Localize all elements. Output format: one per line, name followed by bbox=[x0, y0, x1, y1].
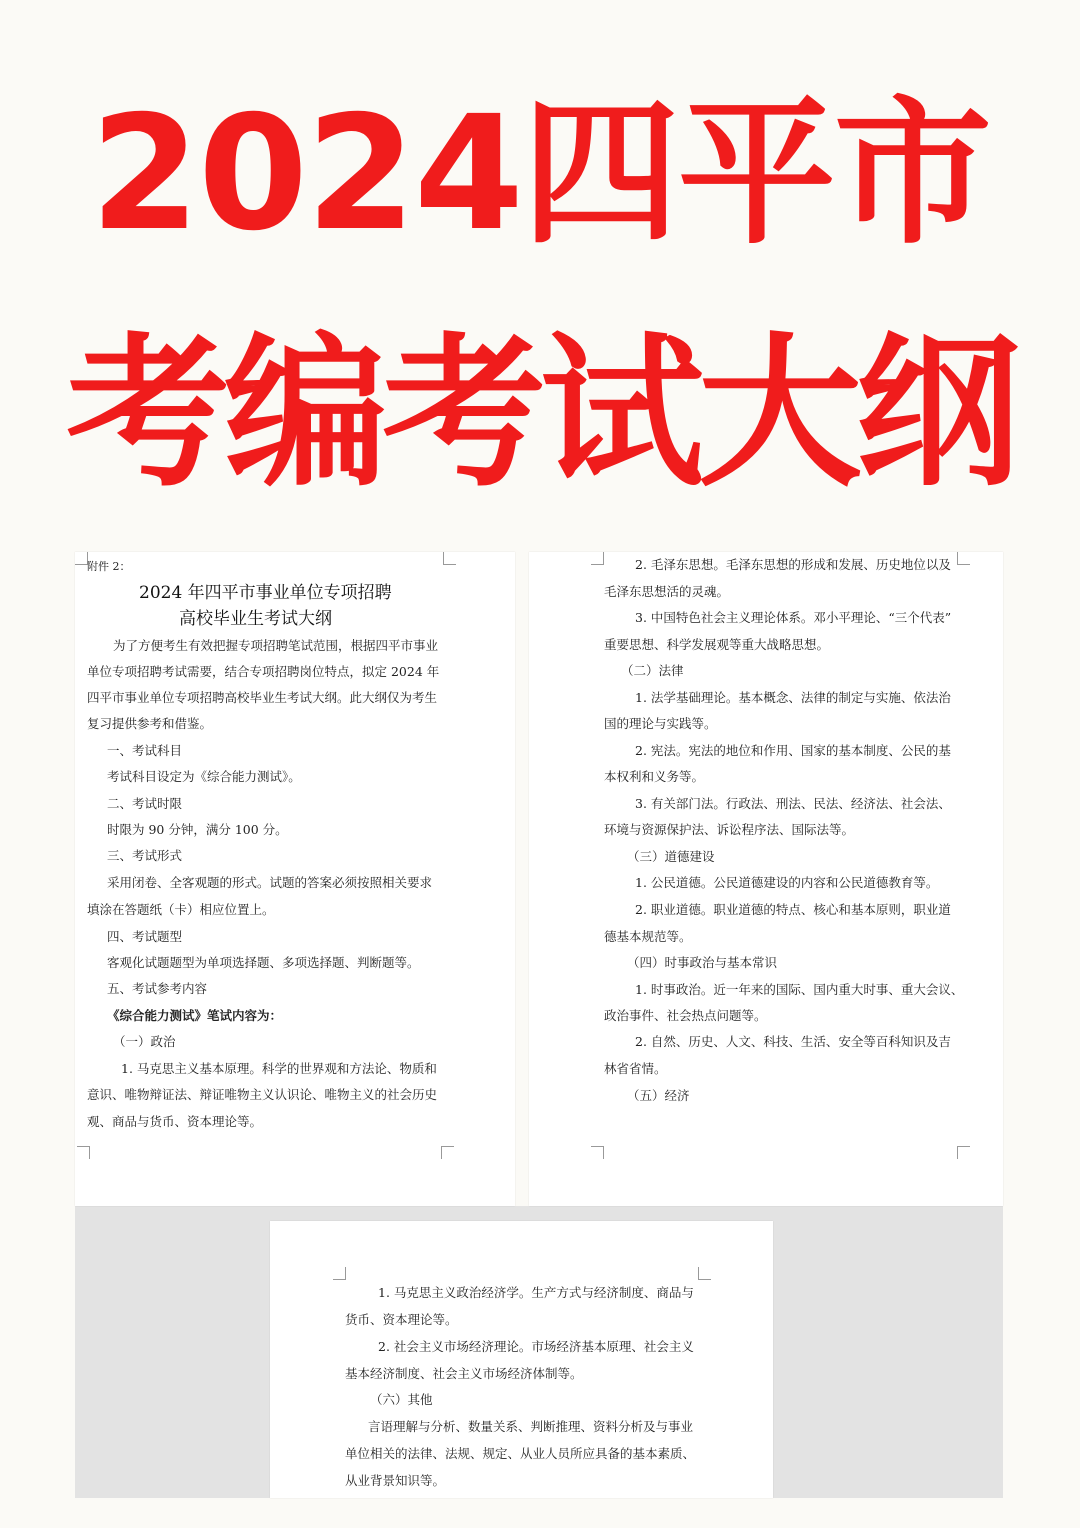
subsection-heading: （四）时事政治与基本常识 bbox=[627, 955, 778, 970]
text-line: 考试科目设定为《综合能力测试》。 bbox=[107, 769, 301, 784]
subsection-heading: （三）道德建设 bbox=[627, 849, 715, 864]
section-heading: 一、考试科目 bbox=[107, 743, 183, 758]
subsection-heading: （二）法律 bbox=[621, 663, 684, 678]
text-line: 观、商品与货币、资本理论等。 bbox=[87, 1114, 263, 1129]
crop-mark bbox=[957, 552, 970, 565]
text-line: 2. 毛泽东思想。毛泽东思想的形成和发展、历史地位以及 bbox=[635, 557, 951, 572]
text-line: 3. 有关部门法。行政法、刑法、民法、经济法、社会法、 bbox=[635, 796, 951, 811]
text-line: 1. 马克思主义政治经济学。生产方式与经济制度、商品与 bbox=[378, 1285, 694, 1300]
crop-mark bbox=[333, 1267, 346, 1280]
text-line: 重要思想、科学发展观等重大战略思想。 bbox=[604, 637, 830, 652]
text-line: 采用闭卷、全客观题的形式。试题的答案必须按照相关要求 bbox=[107, 875, 433, 890]
text-line: 毛泽东思想活的灵魂。 bbox=[604, 584, 730, 599]
text-line: 从业背景知识等。 bbox=[345, 1473, 446, 1488]
text-line: 单位相关的法律、法规、规定、从业人员所应具备的基本素质、 bbox=[345, 1446, 696, 1461]
text-line: 客观化试题题型为单项选择题、多项选择题、判断题等。 bbox=[107, 955, 420, 970]
text-line: 林省省情。 bbox=[604, 1061, 667, 1076]
section-heading: 四、考试题型 bbox=[107, 929, 183, 944]
document-page-1 bbox=[75, 552, 515, 1206]
subsection-heading: 《综合能力测试》笔试内容为： bbox=[107, 1008, 283, 1023]
banner-title-line1: 2024四平市 bbox=[90, 82, 990, 266]
subsection-heading: （一）政治 bbox=[113, 1034, 176, 1049]
text-line: 2. 宪法。宪法的地位和作用、国家的基本制度、公民的基 bbox=[635, 743, 951, 758]
section-heading: 三、考试形式 bbox=[107, 848, 183, 863]
text-line: 言语理解与分析、数量关系、判断推理、资料分析及与事业 bbox=[368, 1419, 694, 1434]
text-line: 德基本规范等。 bbox=[604, 929, 692, 944]
section-heading: 二、考试时限 bbox=[107, 796, 183, 811]
text-line: 环境与资源保护法、诉讼程序法、国际法等。 bbox=[604, 822, 855, 837]
crop-mark bbox=[77, 1146, 90, 1159]
attachment-label: 附件 2： bbox=[87, 560, 131, 573]
document-title-line2: 高校毕业生考试大纲 bbox=[179, 609, 332, 629]
text-line: 2. 自然、历史、人文、科技、生活、安全等百科知识及吉 bbox=[635, 1034, 951, 1049]
text-line: 2. 社会主义市场经济理论。市场经济基本原理、社会主义 bbox=[378, 1339, 694, 1354]
section-heading: 五、考试参考内容 bbox=[107, 981, 208, 996]
text-line: 时限为 90 分钟，满分 100 分。 bbox=[107, 822, 288, 837]
text-line: 复习提供参考和借鉴。 bbox=[87, 716, 213, 731]
text-line: 1. 法学基础理论。基本概念、法律的制定与实施、依法治 bbox=[635, 690, 951, 705]
text-line: 1. 马克思主义基本原理。科学的世界观和方法论、物质和 bbox=[121, 1061, 437, 1076]
text-line: 国的理论与实践等。 bbox=[604, 716, 717, 731]
text-line: 为了方便考生有效把握专项招聘笔试范围，根据四平市事业 bbox=[113, 638, 439, 653]
text-line: 四平市事业单位专项招聘高校毕业生考试大纲。此大纲仅为考生 bbox=[87, 690, 438, 705]
banner-title-line2: 考编考试大纲 bbox=[65, 318, 1014, 509]
text-line: 单位专项招聘考试需要，结合专项招聘岗位特点，拟定 2024 年 bbox=[87, 664, 440, 679]
text-line: 2. 职业道德。职业道德的特点、核心和基本原则，职业道 bbox=[635, 902, 951, 917]
text-line: 1. 公民道德。公民道德建设的内容和公民道德教育等。 bbox=[635, 875, 939, 890]
text-line: 1. 时事政治。近一年来的国际、国内重大时事、重大会议、 bbox=[635, 982, 964, 997]
text-line: 本权利和义务等。 bbox=[604, 769, 705, 784]
text-line: 意识、唯物辩证法、辩证唯物主义认识论、唯物主义的社会历史 bbox=[87, 1087, 438, 1102]
subsection-heading: （五）经济 bbox=[627, 1088, 690, 1103]
text-line: 基本经济制度、社会主义市场经济体制等。 bbox=[345, 1366, 583, 1381]
crop-mark bbox=[591, 552, 604, 565]
document-page-2 bbox=[529, 552, 1003, 1206]
text-line: 货币、资本理论等。 bbox=[345, 1312, 458, 1327]
text-line: 政治事件、社会热点问题等。 bbox=[604, 1008, 767, 1023]
document-page-3 bbox=[270, 1221, 773, 1498]
text-line: 填涂在答题纸（卡）相应位置上。 bbox=[87, 902, 275, 917]
subsection-heading: （六）其他 bbox=[370, 1392, 433, 1407]
crop-mark bbox=[441, 1146, 454, 1159]
crop-mark bbox=[591, 1146, 604, 1159]
crop-mark bbox=[957, 1146, 970, 1159]
crop-mark bbox=[698, 1267, 711, 1280]
crop-mark bbox=[443, 552, 456, 565]
text-line: 3. 中国特色社会主义理论体系。邓小平理论、“三个代表” bbox=[635, 610, 952, 625]
document-title-line1: 2024 年四平市事业单位专项招聘 bbox=[139, 583, 392, 603]
